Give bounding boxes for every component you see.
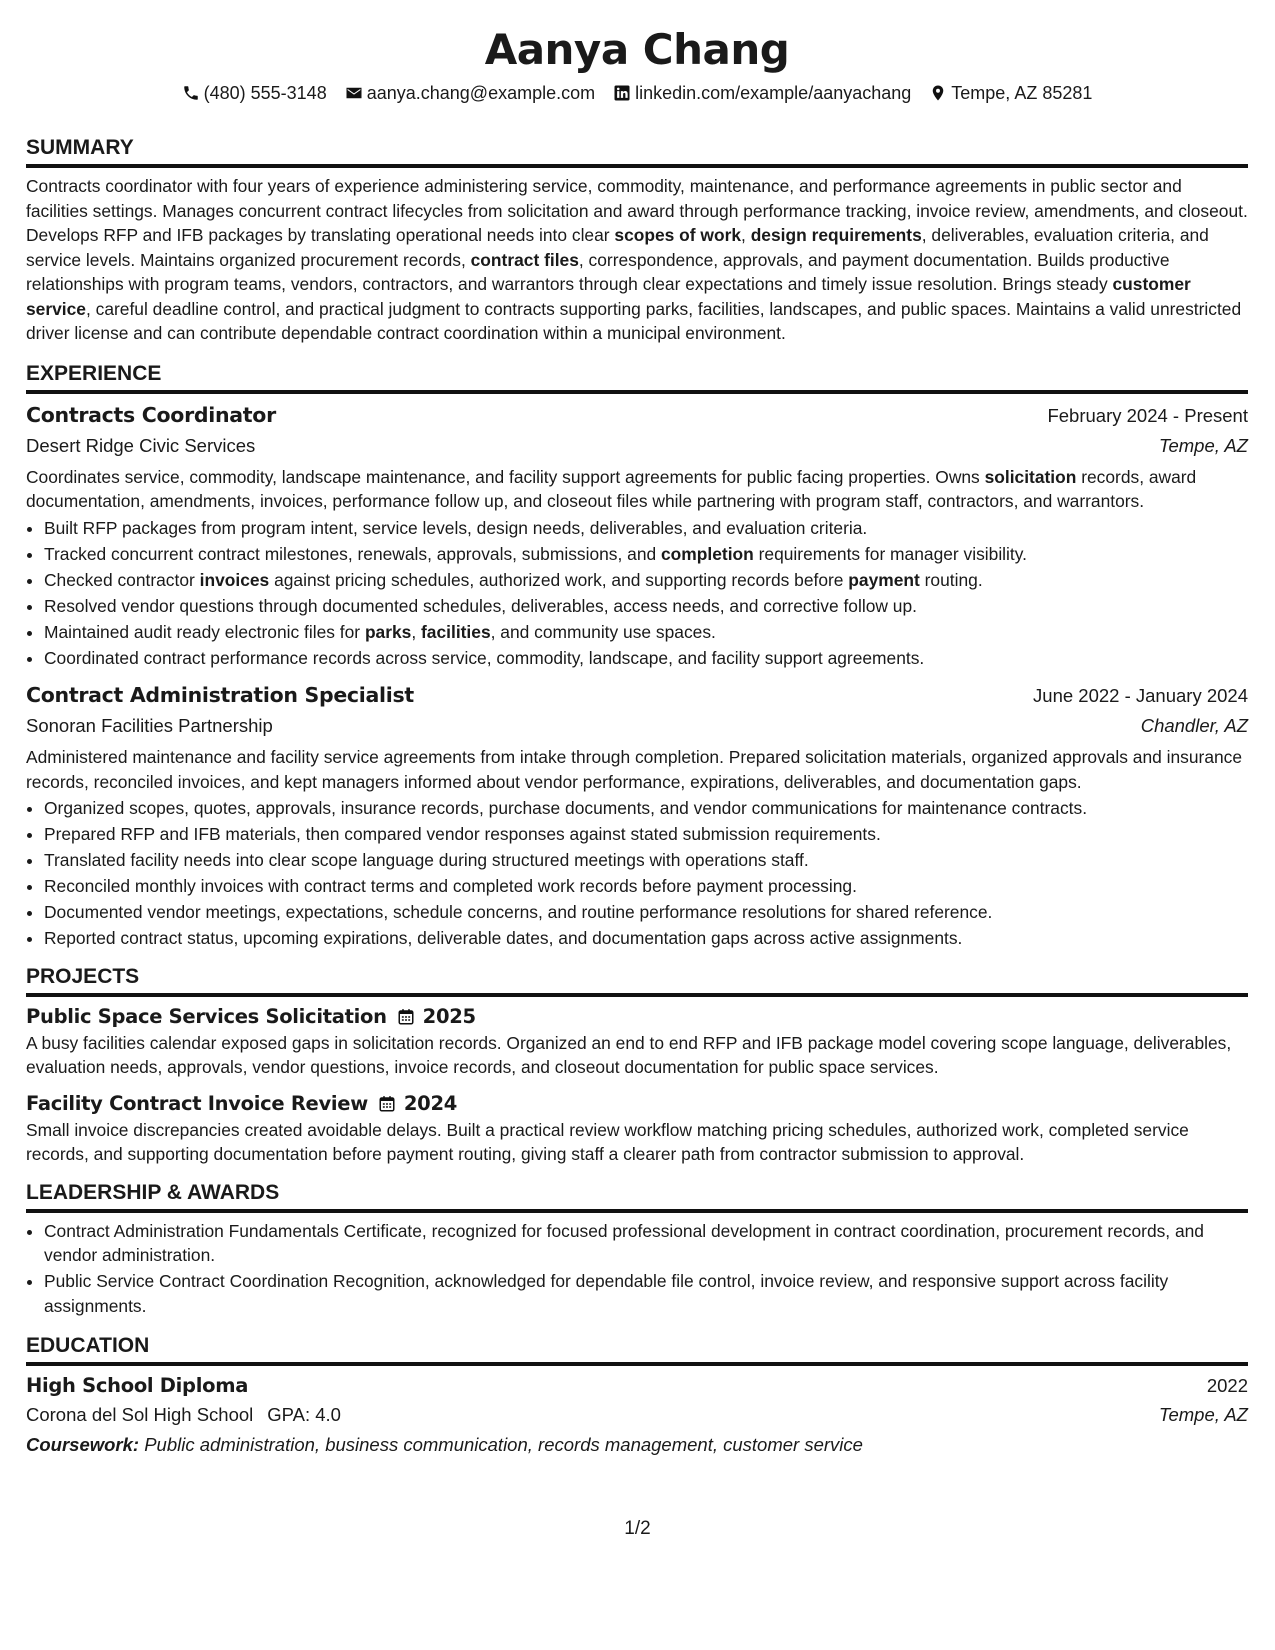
phone-number: (480) 555-3148 bbox=[203, 83, 327, 103]
job-entry bbox=[26, 400, 1248, 671]
job-dates: June 2022 - January 2024 bbox=[1033, 685, 1248, 706]
location-text: Tempe, AZ 85281 bbox=[951, 83, 1093, 103]
job-description: Administered maintenance and facility service agreements from intake through completion. Prepared solicitation materials, organized approvals and insurance records, reconciled invoices, and kept managers informed about vendor performance, expirations, deliverables, and documentation gaps. bbox=[26, 747, 1243, 792]
contact-linkedin[interactable] bbox=[613, 80, 911, 106]
job-title: Contract Administration Specialist bbox=[26, 683, 414, 707]
contact-email[interactable] bbox=[345, 80, 595, 106]
job-bullets bbox=[26, 516, 1248, 671]
job-location: Tempe, AZ bbox=[1158, 434, 1248, 456]
coursework-line bbox=[26, 1430, 1248, 1460]
job-bullet: • Translated facility needs into clear scope language during structured meetings with operations staff. bbox=[44, 848, 1248, 873]
project-entry bbox=[26, 1090, 1248, 1167]
job-bullet: • Organized scopes, quotes, approvals, insurance records, purchase documents, and vendor communications for maintenance contracts. bbox=[44, 796, 1248, 821]
candidate-name: Aanya Chang bbox=[484, 25, 790, 74]
leadership-heading: LEADERSHIP & AWARDS bbox=[26, 1179, 1248, 1213]
job-bullet: • Built RFP packages from program intent, service levels, design needs, deliverables, and evaluation criteria. bbox=[44, 516, 1248, 541]
job-bullet: • Documented vendor meetings, expectations, schedule concerns, and routine performance resolutions for shared reference. bbox=[44, 900, 1248, 925]
job-location: Chandler, AZ bbox=[1140, 715, 1248, 736]
job-title: Contracts Coordinator bbox=[26, 402, 276, 427]
map-pin-icon bbox=[929, 84, 947, 102]
job-bullet: • Prepared RFP and IFB materials, then compared vendor responses against stated submission requirements. bbox=[44, 822, 1248, 847]
education-heading: EDUCATION bbox=[26, 1332, 1248, 1366]
contact-phone bbox=[182, 80, 327, 106]
gpa: GPA: 4.0 bbox=[267, 1404, 341, 1425]
project-name: Public Space Services Solicitation bbox=[26, 1004, 387, 1028]
project-description: Small invoice discrepancies created avoidable delays. Built a practical review workflow matching pricing schedules, authorized work, completed service records, and supporting documentation before payment routing, giving staff a clearer path from contractor submission to approval. bbox=[26, 1119, 1189, 1164]
job-bullets bbox=[26, 796, 1248, 951]
experience-heading: EXPERIENCE bbox=[26, 360, 1248, 394]
coursework-label: Coursework: bbox=[26, 1434, 140, 1455]
job-bullet: • Checked contractor invoices against pricing schedules, authorized work, and supporting records before payment routing. bbox=[44, 568, 1248, 593]
project-description: A busy facilities calendar exposed gaps in solicitation records. Organized an end to end RFP and IFB package model covering scope language, deliverables, evaluation needs, approvals, vendor questions, invoice records, and closeout documentation for public space services. bbox=[26, 1032, 1232, 1077]
calendar-icon bbox=[378, 1095, 396, 1113]
contact-bar bbox=[26, 80, 1248, 106]
award-bullet: • Contract Administration Fundamentals Certificate, recognized for focused professional development in contract coordination, procurement records, and vendor administration. bbox=[44, 1219, 1248, 1268]
job-bullet: • Reported contract status, upcoming expirations, deliverable dates, and documentation gaps across active assignments. bbox=[44, 926, 1248, 951]
page-number: 1/2 bbox=[624, 1518, 651, 1539]
summary-heading: SUMMARY bbox=[26, 134, 1248, 168]
envelope-icon bbox=[345, 84, 363, 102]
job-bullet: • Resolved vendor questions through documented schedules, deliverables, access needs, and corrective follow up. bbox=[44, 594, 1248, 619]
education-section bbox=[26, 1332, 1248, 1460]
job-dates: February 2024 - Present bbox=[1047, 404, 1248, 426]
project-year: 2024 bbox=[403, 1091, 457, 1115]
job-bullet: • Reconciled monthly invoices with contract terms and completed work records before payment processing. bbox=[44, 874, 1248, 899]
resume-page bbox=[26, 20, 1248, 1460]
job-bullet: • Maintained audit ready electronic files for parks, facilities, and community use spaces. bbox=[44, 620, 1248, 645]
summary-section bbox=[26, 134, 1248, 346]
school-location: Tempe, AZ bbox=[1158, 1404, 1248, 1425]
experience-section bbox=[26, 360, 1248, 951]
company-name: Desert Ridge Civic Services bbox=[26, 434, 256, 456]
job-bullet: • Coordinated contract performance records across service, commodity, landscape, and facility support agreements. bbox=[44, 646, 1248, 671]
linkedin-icon bbox=[613, 84, 631, 102]
contact-location bbox=[929, 80, 1092, 106]
calendar-icon bbox=[397, 1008, 415, 1026]
projects-heading: PROJECTS bbox=[26, 963, 1248, 997]
job-bullet: • Tracked concurrent contract milestones, renewals, approvals, submissions, and completion requirements for manager visibility. bbox=[44, 542, 1248, 567]
degree: High School Diploma bbox=[26, 1374, 249, 1397]
phone-icon bbox=[182, 84, 200, 102]
projects-section bbox=[26, 963, 1248, 1167]
leadership-bullets bbox=[26, 1219, 1248, 1319]
summary-text: Contracts coordinator with four years of experience administering service, commodity, maintenance, and performance agreements in public sector and facilities settings. Manages concurrent contract lifecycles from solicitation and award through performance tracking, invoice review, amendments, and closeout. Develops RFP and IFB packages by translating operational needs into clear scopes of work, design requirements, deliverables, evaluation criteria, and service levels. Maintains organized procurement records, contract files, correspondence, approvals, and payment documentation. Builds productive relationships with program teams, vendors, contractors, and warrantors through clear expectations and timely issue resolution. Brings steady customer service, careful deadline control, and practical judgment to contracts supporting parks, facilities, landscapes, and public spaces. Maintains a valid unrestricted driver license and can contribute dependable contract coordination within a municipal environment. bbox=[26, 176, 1248, 343]
company-name: Sonoran Facilities Partnership bbox=[26, 715, 273, 736]
project-entry bbox=[26, 1003, 1248, 1080]
award-bullet: • Public Service Contract Coordination Recognition, acknowledged for dependable file control, invoice review, and responsive support across facility assignments. bbox=[44, 1269, 1248, 1318]
job-entry bbox=[26, 680, 1248, 951]
coursework-list: Public administration, business communication, records management, customer service bbox=[144, 1434, 863, 1455]
project-year: 2025 bbox=[422, 1004, 476, 1028]
leadership-section bbox=[26, 1179, 1248, 1319]
job-description: Coordinates service, commodity, landscape maintenance, and facility support agreements for public facing properties. Owns solicitation records, award documentation, amendments, invoices, performance follow up, and closeout files while partnering with program staff, contractors, and warrantors. bbox=[26, 466, 1197, 511]
school-name: Corona del Sol High School bbox=[26, 1404, 254, 1425]
project-name: Facility Contract Invoice Review bbox=[26, 1091, 368, 1115]
linkedin-url[interactable]: linkedin.com/example/aanyachang bbox=[635, 83, 912, 103]
graduation-year: 2022 bbox=[1206, 1375, 1248, 1396]
email-address[interactable]: aanya.chang@example.com bbox=[366, 83, 596, 103]
